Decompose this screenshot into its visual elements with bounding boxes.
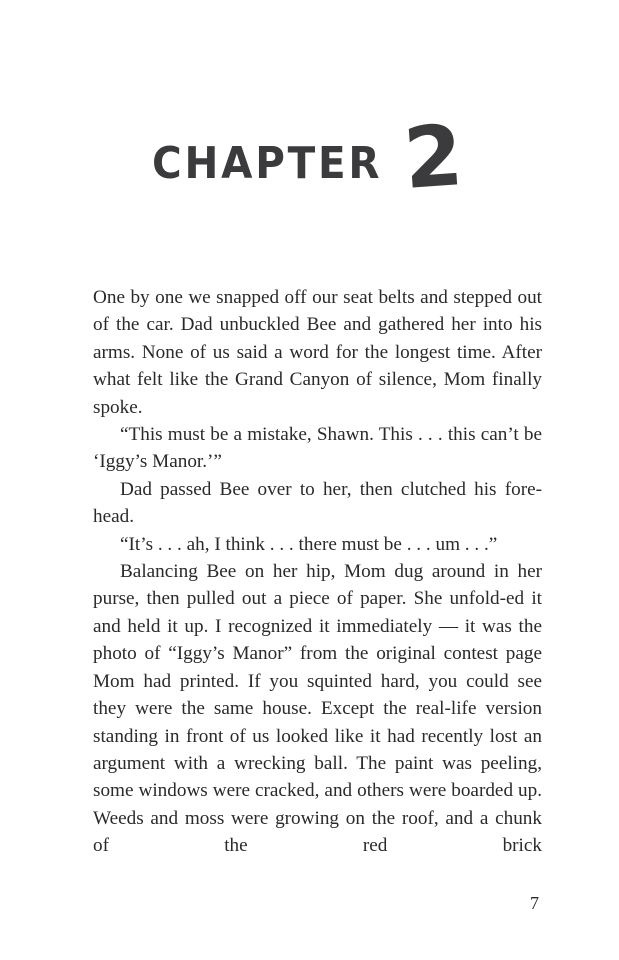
- body-text: [93, 284, 542, 860]
- chapter-word: CHAPTER: [152, 138, 383, 189]
- chapter-heading: [0, 100, 619, 208]
- paragraph: “It’s . . . ah, I think . . . there must be . . . um . . .”: [120, 533, 498, 555]
- paragraph: Balancing Bee on her hip, Mom dug around in her purse, then pulled out a piece of paper. She unfold-ed it and held it up. I recognized it immediately — it was the photo of “Iggy’s Manor” from the original contest page Mom had printed. If you squinted hard, you could see they were the same house. Except the real-life version standing in front of us looked like it had recently lost an argument with a wrecking ball. The paint was peeling, some windows were cracked, and others were boarded up. Weeds and moss were growing on the roof, and a chunk of the red brick: [93, 561, 542, 857]
- paragraph: One by one we snapped off our seat belts and stepped out of the car. Dad unbuckled Bee and gathered her into his arms. None of us said a word for the longest time. After what felt like the Grand Canyon of silence, Mom finally spoke.: [93, 287, 542, 418]
- paragraph: “This must be a mistake, Shawn. This . . . this can’t be ‘Iggy’s Manor.’”: [93, 424, 542, 473]
- paragraph: Dad passed Bee over to her, then clutched his fore-head.: [93, 478, 542, 528]
- chapter-number: 2: [400, 106, 467, 208]
- page-number: 7: [530, 893, 539, 913]
